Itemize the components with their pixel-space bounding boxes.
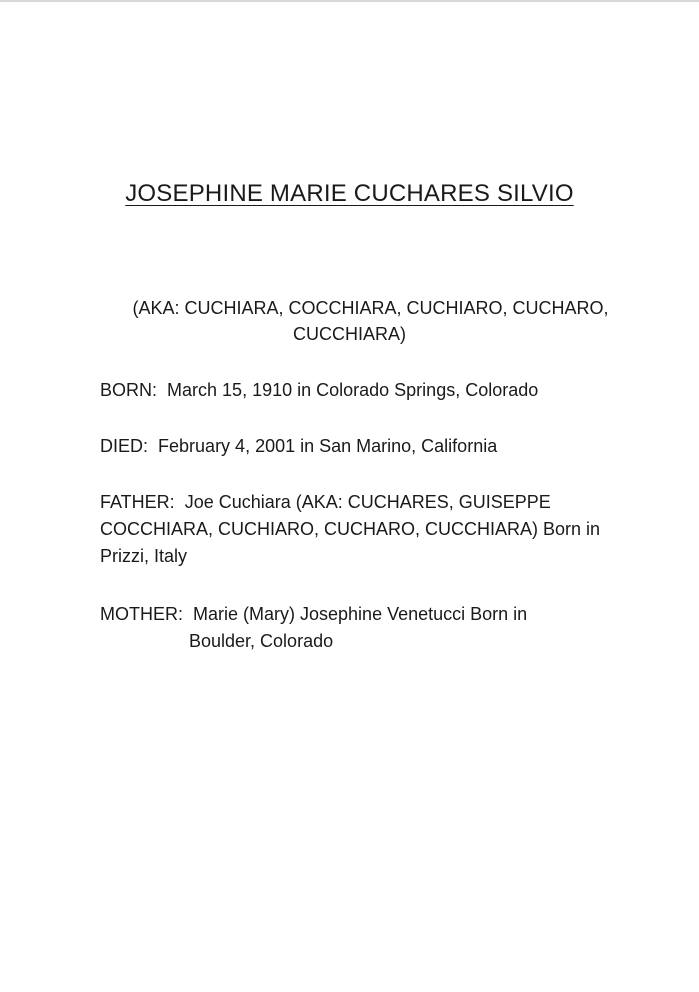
father-line-2: COCCHIARA, CUCHIARO, CUCHARO, CUCCHIARA) Born in: [100, 519, 601, 539]
father-field: [100, 489, 600, 570]
born-field: [100, 377, 538, 404]
born-label: BORN:: [100, 380, 158, 400]
died-value: February 4, 2001 in San Marino, California: [158, 436, 498, 456]
father-line-1: Joe Cuchiara (AKA: CUCHARES, GUISEPPE: [184, 492, 551, 512]
father-line-1-row: [100, 489, 600, 516]
scan-edge-mark: [0, 0, 699, 2]
aka-line-1: (AKA: CUCHIARA, COCCHIARA, CUCHIARO, CUCHARO,: [132, 298, 609, 318]
mother-line-1-row: [100, 601, 527, 628]
died-field: [100, 433, 497, 460]
document-title: JOSEPHINE MARIE CUCHARES SILVIO: [125, 180, 574, 207]
mother-field: [100, 601, 527, 655]
father-line-3: Prizzi, Italy: [100, 546, 188, 566]
mother-label: MOTHER:: [100, 604, 183, 624]
father-label: FATHER:: [100, 492, 175, 512]
mother-line-2: Boulder, Colorado: [189, 631, 334, 651]
born-value: March 15, 1910 in Colorado Springs, Colorado: [167, 380, 539, 400]
aka-block: [0, 295, 699, 347]
died-label: DIED:: [100, 436, 149, 456]
aka-line-2: CUCCHIARA): [292, 324, 406, 344]
mother-line-1: Marie (Mary) Josephine Venetucci Born in: [193, 604, 528, 624]
